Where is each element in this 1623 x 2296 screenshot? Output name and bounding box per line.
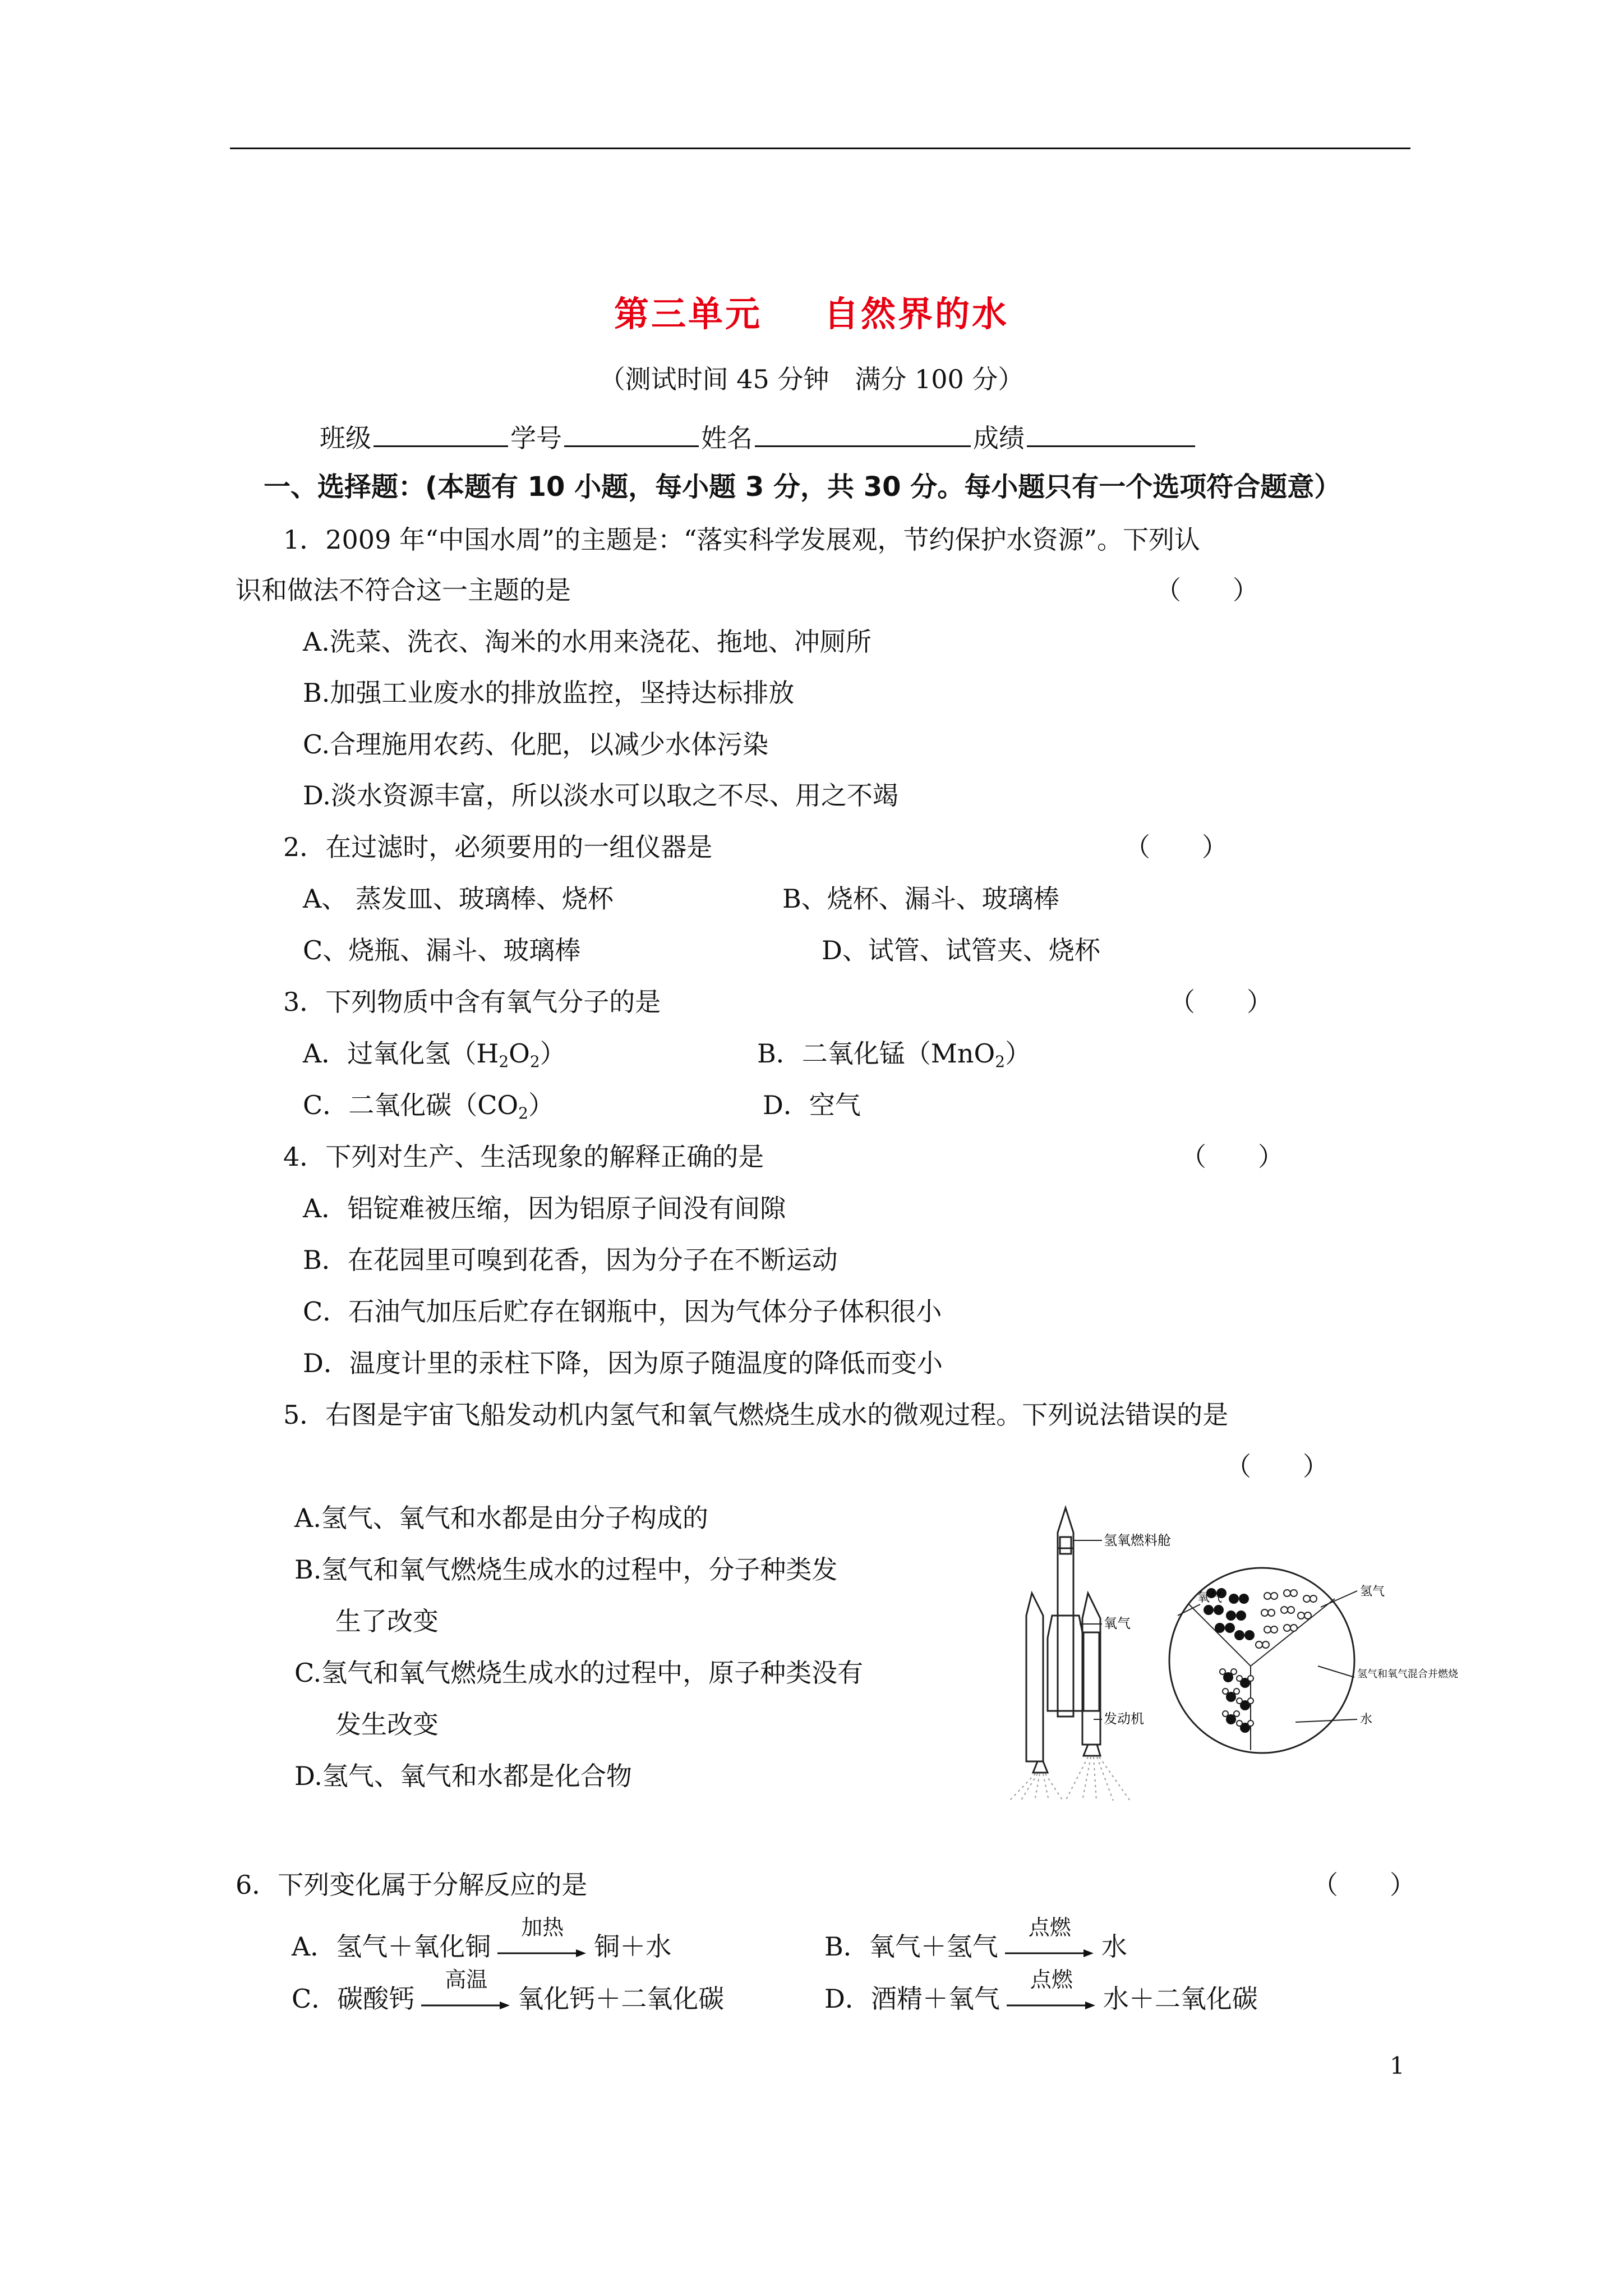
reaction-arrow: 点燃	[1005, 1932, 1095, 1966]
q3-answer-paren[interactable]: （ ）	[1169, 987, 1272, 1017]
id-label: 学号	[510, 423, 562, 453]
section-heading: 一、选择题：(本题有 10 小题，每小题 3 分，共 30 分。每小题只有一个选项符合题意）	[264, 471, 1341, 503]
student-info-line	[320, 421, 1197, 455]
q2-option-a: A、 蒸发皿、玻璃棒、烧杯	[303, 884, 614, 914]
exhaust-plume	[1009, 1757, 1130, 1801]
oxygen-label-circle: 氧气	[1197, 1591, 1223, 1605]
q6-option-c: C．碳酸钙 高温 氧化钙＋二氧化碳	[292, 1982, 724, 2018]
q6-stem: 6．下列变化属于分解反应的是	[236, 1870, 588, 1900]
q5-option-b-line2: 生了改变	[335, 1606, 439, 1636]
q4-option-c: C．石油气加压后贮存在钢瓶中，因为气体分子体积很小	[303, 1296, 942, 1327]
q6-answer-paren[interactable]: （ ）	[1312, 1870, 1415, 1900]
q4-answer-paren[interactable]: （ ）	[1181, 1142, 1284, 1172]
page-title: 第三单元 自然界的水	[614, 293, 1009, 334]
class-field[interactable]	[374, 421, 508, 447]
mix-label: 氢气和氧气混合并燃烧	[1357, 1668, 1458, 1680]
fuel-tank-label: 氢氧燃料舱	[1104, 1533, 1171, 1548]
q1-answer-paren[interactable]: （ ）	[1155, 575, 1258, 605]
q3-option-d: D．空气	[763, 1090, 861, 1120]
rocket-icon	[1026, 1508, 1100, 1773]
q1-option-b: B.加强工业废水的排放监控，坚持达标排放	[303, 678, 795, 708]
q4-option-d: D．温度计里的汞柱下降，因为原子随温度的降低而变小	[303, 1348, 943, 1378]
q6-option-a: A．氢气＋氧化铜 加热 铜＋水	[292, 1930, 671, 1966]
q4-stem: 4．下列对生产、生活现象的解释正确的是	[283, 1142, 764, 1172]
q5-option-c-line1: C.氢气和氧气燃烧生成水的过程中，原子种类没有	[294, 1658, 864, 1688]
hydrogen-label: 氢气	[1360, 1585, 1385, 1599]
hydrogen-molecules	[1256, 1590, 1317, 1648]
reaction-arrow: 高温	[421, 1984, 511, 2018]
reaction-arrow: 加热	[497, 1932, 587, 1966]
name-field[interactable]	[755, 421, 971, 447]
q1-option-a: A.洗菜、洗衣、淘米的水用来浇花、拖地、冲厕所	[303, 627, 872, 657]
q5-answer-paren[interactable]: （ ）	[1225, 1451, 1329, 1481]
engine-label: 发动机	[1104, 1711, 1144, 1727]
q1-option-c: C.合理施用农药、化肥，以减少水体污染	[303, 729, 769, 760]
q2-answer-paren[interactable]: （ ）	[1124, 832, 1228, 862]
water-molecules	[1220, 1669, 1253, 1733]
class-label: 班级	[320, 423, 371, 453]
q1-stem-line1: 1．2009 年“中国水周”的主题是：“落实科学发展观，节约保护水资源”。下列认	[283, 524, 1201, 555]
page-subtitle: （测试时间 45 分钟 满分 100 分）	[599, 364, 1024, 394]
id-field[interactable]	[564, 421, 699, 447]
rocket-engine-figure	[1004, 1498, 1486, 1801]
q5-stem: 5．右图是宇宙飞船发动机内氢气和氧气燃烧生成水的微观过程。下列说法错误的是	[283, 1400, 1229, 1430]
q3-option-a: A．过氧化氢$(H_2O_2)$	[303, 1038, 566, 1071]
score-label: 成绩	[973, 423, 1025, 453]
q5-option-b-line1: B.氢气和氧气燃烧生成水的过程中，分子种类发	[294, 1554, 838, 1585]
q1-option-d: D.淡水资源丰富，所以淡水可以取之不尽、用之不竭	[303, 780, 898, 811]
q2-stem: 2．在过滤时，必须要用的一组仪器是	[283, 832, 713, 862]
q3-stem: 3．下列物质中含有氧气分子的是	[283, 987, 661, 1017]
q2-option-d: D、试管、试管夹、烧杯	[822, 935, 1100, 965]
q2-option-c: C、烧瓶、漏斗、玻璃棒	[303, 935, 581, 965]
score-field[interactable]	[1027, 421, 1195, 447]
page-number: 1	[1390, 2052, 1405, 2079]
q6-option-d: D．酒精＋氧气 点燃 水＋二氧化碳	[824, 1982, 1258, 2018]
reaction-arrow: 点燃	[1007, 1984, 1096, 2018]
q5-option-c-line2: 发生改变	[335, 1709, 439, 1740]
q1-stem-line2: 识和做法不符合这一主题的是	[236, 575, 571, 605]
q4-option-a: A．铝锭难被压缩，因为铝原子间没有间隙	[303, 1193, 786, 1223]
q5-option-d: D.氢气、氧气和水都是化合物	[294, 1761, 632, 1791]
water-label: 水	[1360, 1713, 1373, 1727]
header-rule	[230, 148, 1410, 149]
q3-option-c: C．二氧化碳$(CO_2)$	[303, 1090, 554, 1122]
q6-option-b: B．氧气＋氢气 点燃 水	[824, 1930, 1127, 1966]
oxygen-label-left: 氧气	[1104, 1616, 1131, 1631]
name-label: 姓名	[701, 423, 753, 453]
q3-option-b: B．二氧化锰（MnO$_2$）	[757, 1038, 1031, 1071]
q5-option-a: A.氢气、氧气和水都是由分子构成的	[294, 1503, 708, 1533]
q2-option-b: B、烧杯、漏斗、玻璃棒	[782, 884, 1059, 914]
q4-option-b: B．在花园里可嗅到花香，因为分子在不断运动	[303, 1245, 838, 1275]
